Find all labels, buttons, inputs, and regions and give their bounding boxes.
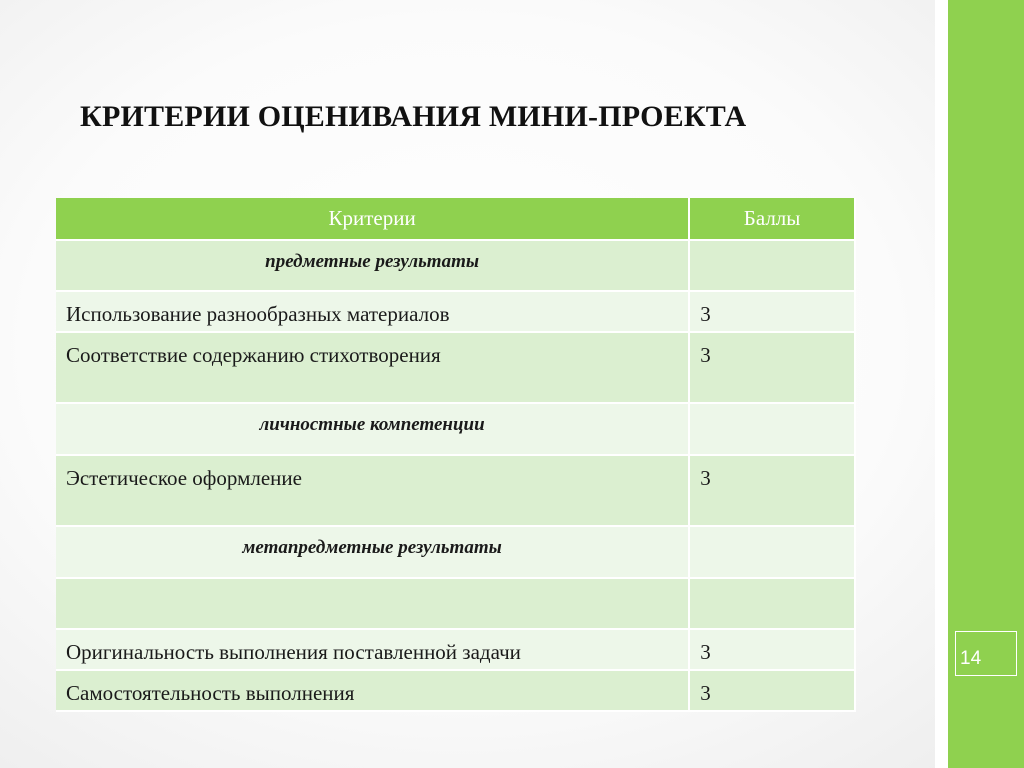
table-row-empty bbox=[56, 578, 855, 629]
score-cell bbox=[689, 240, 855, 291]
score-cell bbox=[689, 403, 855, 455]
score-cell: 3 bbox=[689, 291, 855, 332]
table-row bbox=[56, 629, 855, 670]
table-row bbox=[56, 670, 855, 711]
slide-title: КРИТЕРИИ ОЦЕНИВАНИЯ МИНИ-ПРОЕКТА bbox=[80, 100, 747, 133]
section-label: предметные результаты bbox=[56, 240, 689, 291]
table-row-section bbox=[56, 403, 855, 455]
side-stripe-divider bbox=[935, 0, 948, 768]
criteria-cell: Использование разнообразных материалов bbox=[56, 291, 689, 332]
header-score: Баллы bbox=[689, 198, 855, 240]
criteria-cell: Оригинальность выполнения поставленной задачи bbox=[56, 629, 689, 670]
score-cell: 3 bbox=[689, 332, 855, 403]
section-label: личностные компетенции bbox=[56, 403, 689, 455]
criteria-cell: Эстетическое оформление bbox=[56, 455, 689, 526]
table-row-section bbox=[56, 240, 855, 291]
score-cell bbox=[689, 526, 855, 578]
table-header-row bbox=[56, 198, 855, 240]
page-number: 14 bbox=[955, 631, 1017, 676]
table-row-section bbox=[56, 526, 855, 578]
table-row bbox=[56, 455, 855, 526]
table-row bbox=[56, 291, 855, 332]
header-criteria: Критерии bbox=[56, 198, 689, 240]
criteria-cell: Самостоятельность выполнения bbox=[56, 670, 689, 711]
score-cell: 3 bbox=[689, 670, 855, 711]
table-row bbox=[56, 332, 855, 403]
score-cell bbox=[689, 578, 855, 629]
section-label: метапредметные результаты bbox=[56, 526, 689, 578]
criteria-table bbox=[56, 198, 856, 712]
score-cell: 3 bbox=[689, 455, 855, 526]
criteria-cell: Соответствие содержанию стихотворения bbox=[56, 332, 689, 403]
criteria-cell bbox=[56, 578, 689, 629]
score-cell: 3 bbox=[689, 629, 855, 670]
